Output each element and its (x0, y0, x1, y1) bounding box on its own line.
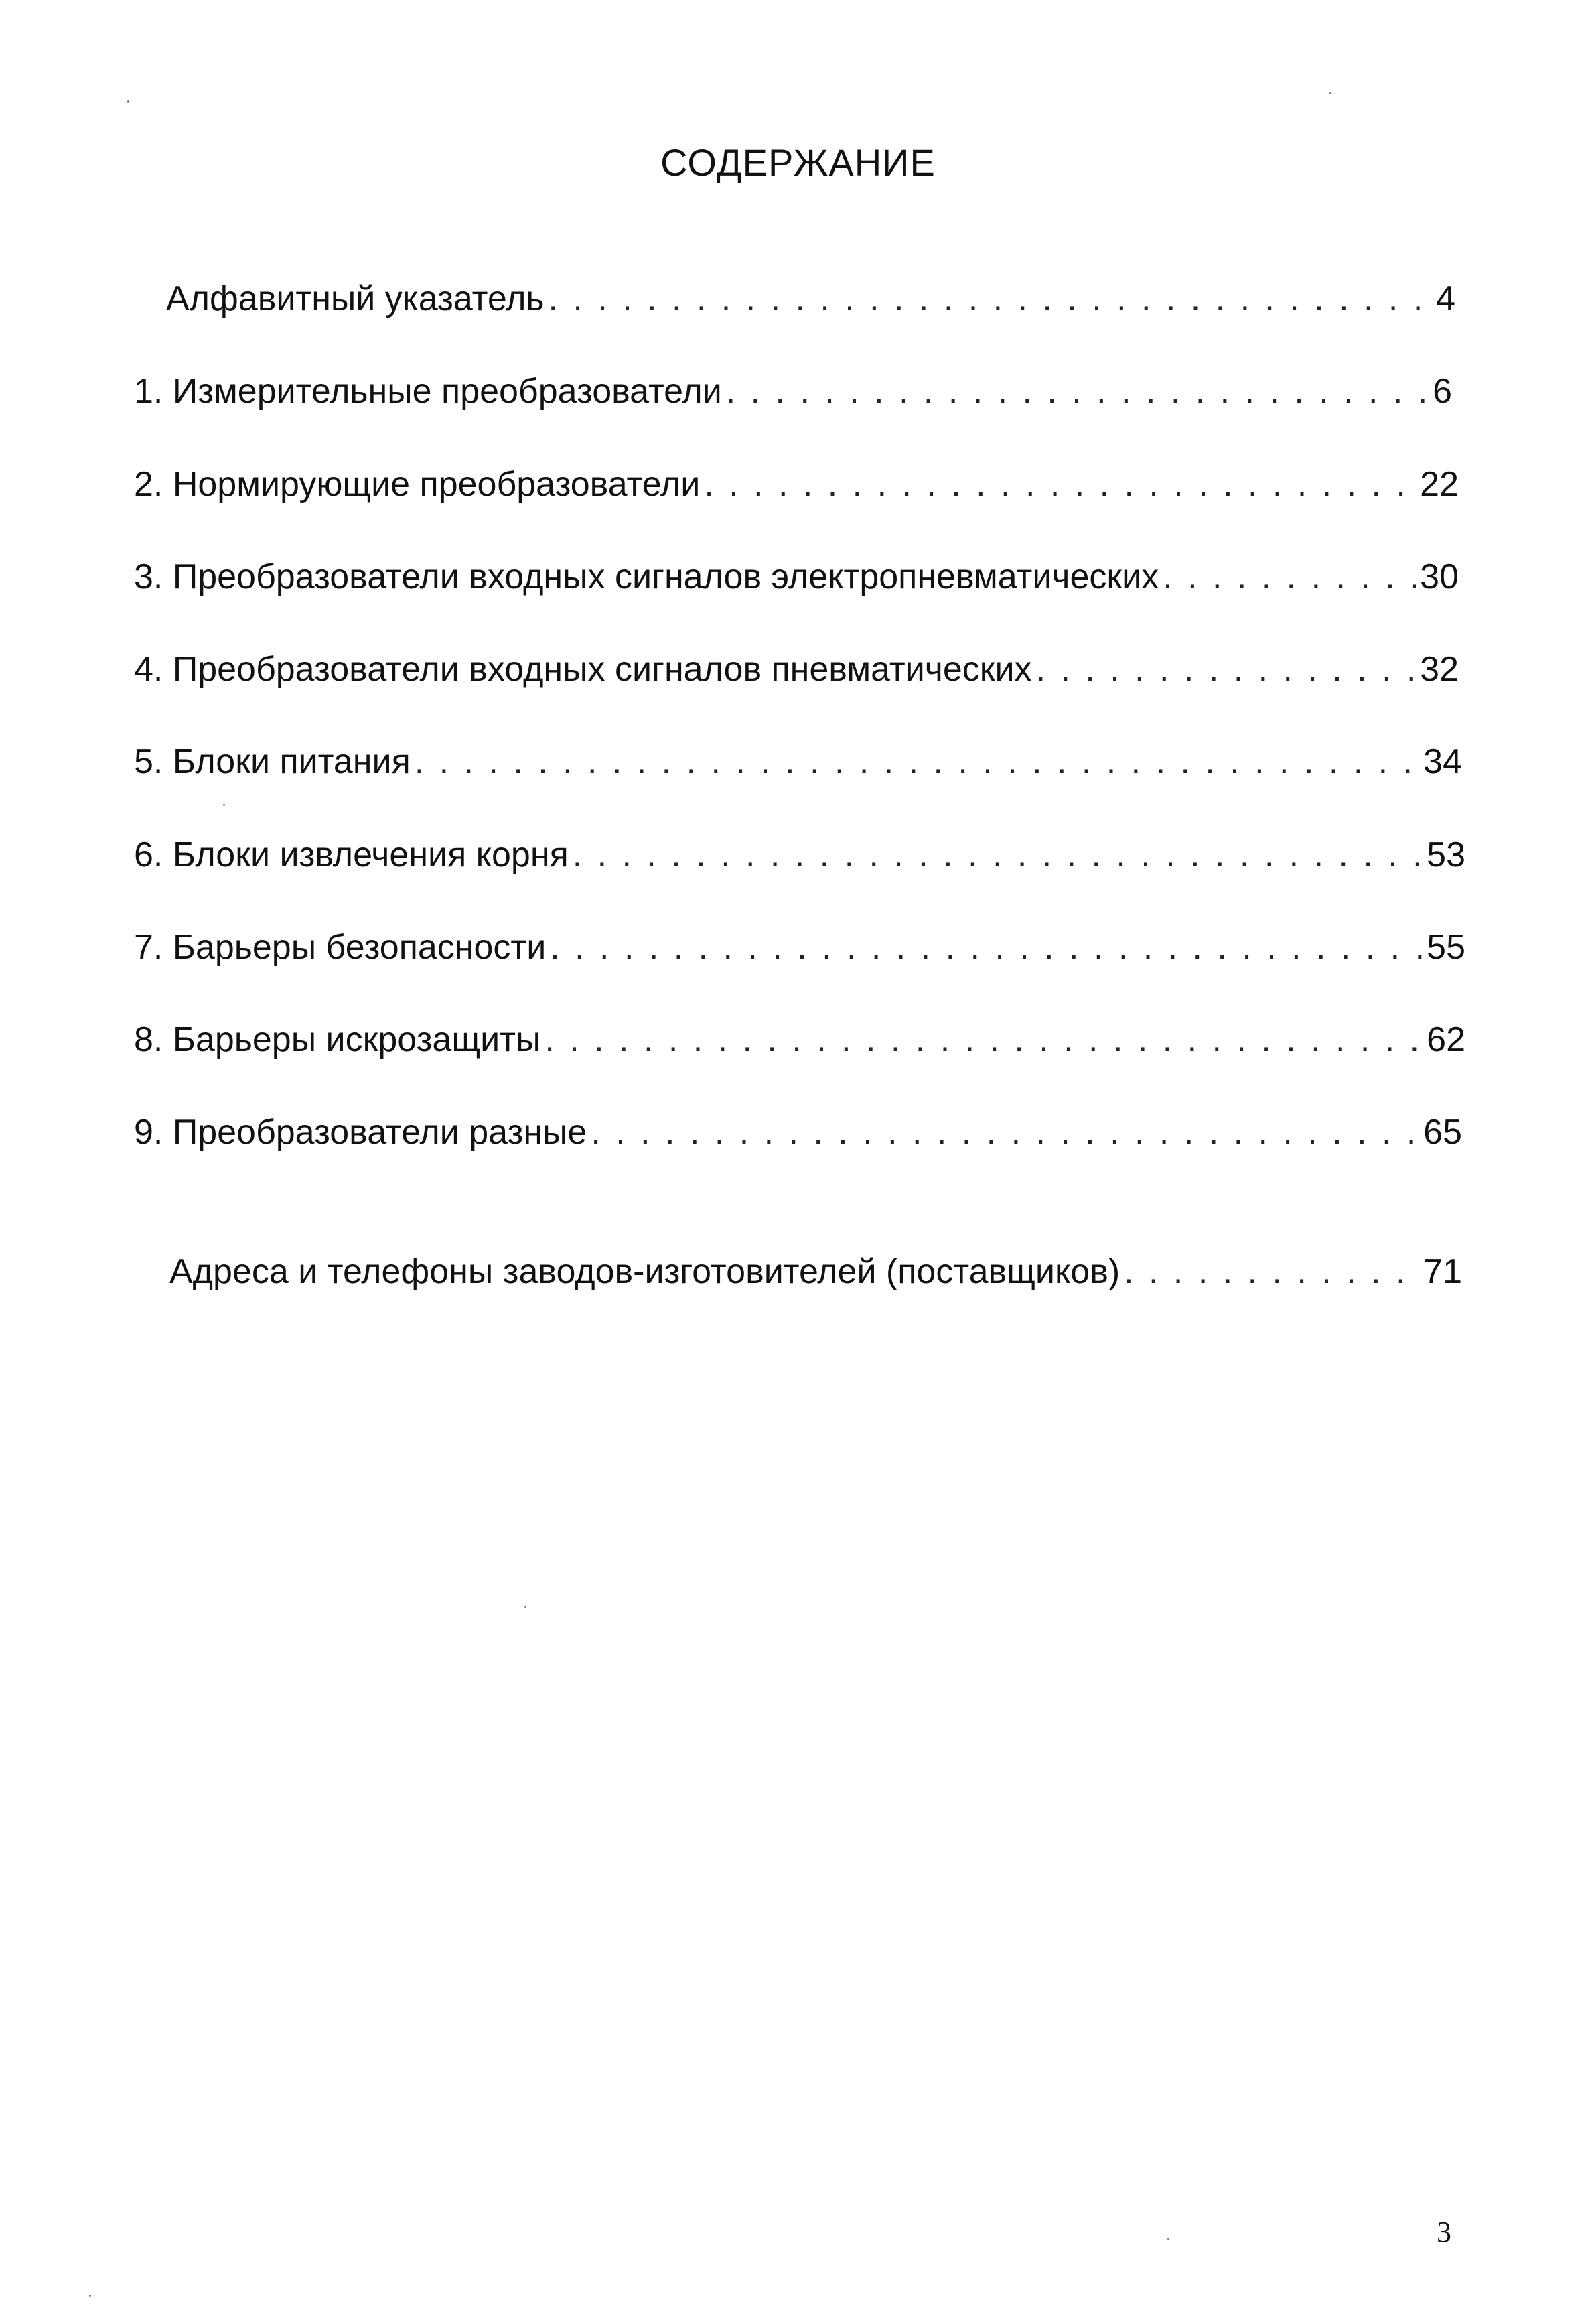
toc-entry-page: 71 (1423, 1252, 1462, 1291)
scan-speck (89, 2295, 91, 2297)
scan-speck (223, 804, 225, 806)
toc-entry-5[interactable] (134, 744, 1462, 779)
toc-entry-page: 65 (1423, 1113, 1462, 1152)
dot-leader (591, 1115, 1419, 1150)
toc-entry-7[interactable] (134, 930, 1465, 965)
toc-entry-page: 30 (1420, 557, 1459, 596)
toc-entry-4[interactable] (134, 652, 1459, 687)
scan-speck (524, 1606, 526, 1608)
dot-leader (545, 1022, 1423, 1057)
toc-entry-page: 62 (1427, 1020, 1465, 1059)
toc-entry-2[interactable] (134, 467, 1459, 502)
toc-entry-6[interactable] (134, 837, 1465, 872)
dot-leader (726, 374, 1429, 409)
toc-title: СОДЕРЖАНИЕ (660, 141, 936, 184)
toc-entry-label: 8. Барьеры искрозащиты (134, 1020, 541, 1059)
page-number: 3 (1437, 2216, 1451, 2248)
dot-leader (1124, 1254, 1419, 1289)
scan-speck (1329, 92, 1331, 94)
toc-entry-page: 34 (1423, 742, 1462, 781)
dot-leader (550, 930, 1423, 965)
toc-entry-page: 22 (1420, 465, 1459, 504)
toc-entry-page: 4 (1436, 279, 1455, 318)
toc-entry-page: 53 (1427, 835, 1465, 874)
toc-entry-label: 4. Преобразователи входных сигналов пневматических (134, 650, 1032, 689)
toc-entry-9[interactable] (134, 1115, 1462, 1150)
toc-entry-label: 1. Измерительные преобразователи (134, 372, 722, 411)
toc-entry-page: 55 (1427, 928, 1465, 967)
toc-entry-page: 6 (1433, 372, 1452, 411)
toc-entry-label: 9. Преобразователи разные (134, 1113, 587, 1152)
toc-entry-alphabetical-index[interactable] (166, 281, 1455, 316)
toc-entry-label: 6. Блоки извлечения корня (134, 835, 569, 874)
toc-entry-label: 7. Барьеры безопасности (134, 928, 547, 967)
toc-entry-label: Адреса и телефоны заводов-изготовителей (поставщиков) (169, 1252, 1120, 1291)
dot-leader (704, 467, 1416, 502)
dot-leader (573, 837, 1423, 872)
scan-speck (1167, 2238, 1169, 2240)
toc-entry-page: 32 (1420, 650, 1459, 689)
scan-speck (127, 100, 129, 103)
toc-entry-label: 5. Блоки питания (134, 742, 411, 781)
dot-leader (1036, 652, 1417, 687)
toc-entry-label: Алфавитный указатель (166, 279, 545, 318)
toc-entry-1[interactable] (134, 374, 1452, 409)
toc-entry-3[interactable] (134, 559, 1459, 594)
toc-entry-label: 2. Нормирующие преобразователи (134, 465, 701, 504)
toc-entry-8[interactable] (134, 1022, 1465, 1057)
toc-entry-label: 3. Преобразователи входных сигналов электропневматических (134, 557, 1159, 596)
dot-leader (549, 281, 1433, 316)
dot-leader (415, 744, 1419, 779)
dot-leader (1163, 559, 1416, 594)
toc-entry-addresses[interactable] (169, 1254, 1462, 1289)
